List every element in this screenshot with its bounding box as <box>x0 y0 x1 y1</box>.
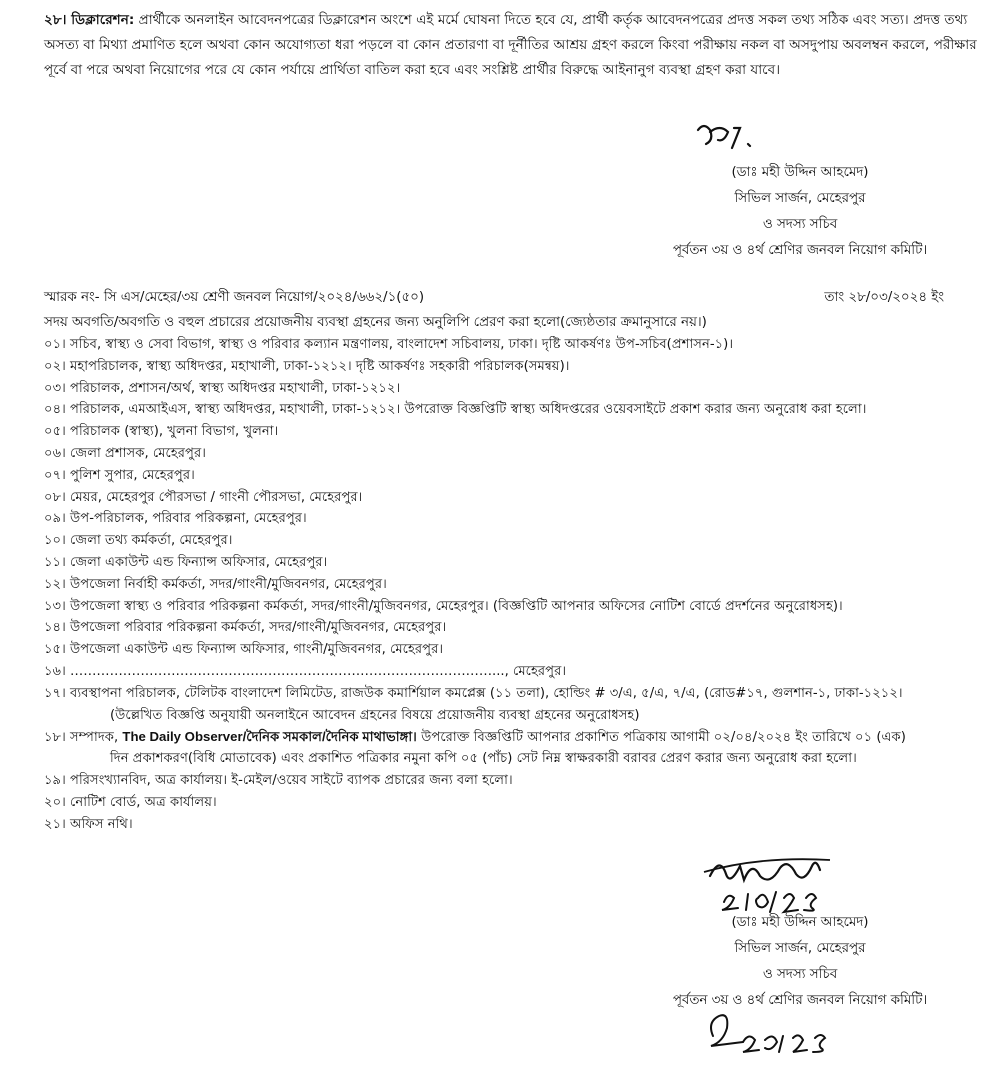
signatory-name: (ডাঃ মহী উদ্দিন আহমেদ) <box>731 915 869 930</box>
list-item: ০৫। পরিচালক (স্বাস্থ্য), খুলনা বিভাগ, খুলনা। <box>44 424 279 440</box>
item18-prefix: ১৮। সম্পাদক, <box>44 730 119 746</box>
handwritten-signature <box>700 846 920 916</box>
list-item: ০৪। পরিচালক, এমআইএস, স্বাস্থ্য অধিদপ্তর, মহাখালী, ঢাকা-১২১২। উপরোক্ত বিজ্ঞপ্তিটি স্বাস্থ্য অধিদপ্তরের ওয়েবসাইটে প্রকাশ করার জন্য অনুরোধ করা হলো। <box>44 402 867 418</box>
list-item: ০৩। পরিচালক, প্রশাসন/অর্থ, স্বাস্থ্য অধিদপ্তর মহাখালী, ঢাকা-১২১২। <box>44 380 401 396</box>
signature-block-bottom <box>620 910 980 1014</box>
list-item: ১৭। ব্যবস্থাপনা পরিচালক, টেলিটক বাংলাদেশ লিমিটেড, রাজউক কমার্শিয়াল কমপ্লেক্স (১১ তলা), হোল্ডিং # ৩/এ, ৫/এ, ৭/এ, (রোড#১৭, গুলশান-১, ঢাকা-১২১২। <box>44 685 903 701</box>
signatory-designation: সিভিল সার্জন, মেহেরপুর <box>734 191 866 206</box>
signatory-committee: পূর্বতন ৩য় ও ৪র্থ শ্রেণির জনবল নিয়োগ কমিটি। <box>672 993 928 1008</box>
memo-reference: স্মারক নং- সি এস/মেহের/৩য় শ্রেণী জনবল নিয়োগ/২০২৪/৬৬২/১(৫০) <box>44 290 425 305</box>
memo-reference-row <box>44 286 944 310</box>
signature-block-top <box>620 160 980 264</box>
list-item: ০১। সচিব, স্বাস্থ্য ও সেবা বিভাগ, স্বাস্থ্য ও পরিবার কল্যান মন্ত্রণালয়, বাংলাদেশ সচিবালয়, ঢাকা। দৃষ্টি আকর্ষণঃ উপ-সচিব(প্রশাসন-১)। <box>44 337 734 352</box>
signatory-committee: পূর্বতন ৩য় ও ৪র্থ শ্রেণির জনবল নিয়োগ কমিটি। <box>672 243 928 258</box>
list-item: ২০। নোটিশ বোর্ড, অত্র কার্যালয়। <box>44 794 217 810</box>
list-item: ১৯। পরিসংখ্যানবিদ, অত্র কার্যালয়। ই-মেইল/ওয়েব সাইটে ব্যাপক প্রচারের জন্য বলা হলো। <box>44 772 513 788</box>
list-item: ০৬। জেলা প্রশাসক, মেহেরপুর। <box>44 445 206 461</box>
distribution-list <box>44 334 990 835</box>
newspaper-names: The Daily Observer/দৈনিক সমকাল/দৈনিক মাথাভাঙ্গা। <box>122 729 417 745</box>
memo-intro: সদয় অবগতি/অবগতি ও বহুল প্রচারের প্রয়োজনীয় ব্যবস্থা গ্রহনের জন্য অনুলিপি প্রেরণ করা হলো(জ্যেষ্ঠতার ক্রমানুসারে নয়।) <box>44 315 707 330</box>
list-item: ০৭। পুলিশ সুপার, মেহেরপুর। <box>44 467 195 483</box>
declaration-text: প্রার্থীকে অনলাইন আবেদনপত্রের ডিক্লারেশন অংশে এই মর্মে ঘোষনা দিতে হবে যে, প্রার্থী কর্তৃক আবেদনপত্রের প্রদত্ত সকল তথ্য সঠিক এবং সত্য। প্রদত্ত তথ্য অসত্য বা মিথ্যা প্রমাণিত হলে অথবা কোন অযোগ্যতা ধরা পড়লে বা কোন প্রতারণা বা দূর্নীতির আশ্রয় গ্রহণ করলে কিংবা পরীক্ষায় নকল বা অসদুপায় অবলম্বন করলে, পরীক্ষার পূর্বে বা পরে অথবা নিয়োগের পরে যে কোন পর্যায়ে প্রার্থিতা বাতিল করা হবে এবং সংশ্লিষ্ট প্রার্থীর বিরুদ্ধে আইনানুগ ব্যবস্থা গ্রহণ করা যাবে। <box>44 12 977 78</box>
list-item-continuation: দিন প্রকাশকরণ(বিধি মোতাবেক) এবং প্রকাশিত পত্রিকার নমুনা কপি ০৫ (পাঁচ) সেট নিম্ন স্বাক্ষরকারী বরাবর প্রেরণ করার জন্য অনুরোধ করা হলো। <box>110 751 857 767</box>
signatory-name: (ডাঃ মহী উদ্দিন আহমেদ) <box>731 165 869 180</box>
list-item-note: (উল্লেখিত বিজ্ঞপ্তি অনুযায়ী অনলাইনে আবেদন গ্রহনের বিষয়ে প্রয়োজনীয় ব্যবস্থা গ্রহনের অনুরোধসহ) <box>110 707 640 723</box>
list-item: ১০। জেলা তথ্য কর্মকর্তা, মেহেরপুর। <box>44 533 233 549</box>
list-item: ১২। উপজেলা নির্বাহী কর্মকর্তা, সদর/গাংনী/মুজিবনগর, মেহেরপুর। <box>44 576 387 592</box>
list-item: ১৪। উপজেলা পরিবার পরিকল্পনা কর্মকর্তা, সদর/গাংনী/মুজিবনগর, মেহেরপুর। <box>44 620 447 636</box>
list-item: ১৬। ……………………………………………………………………………………..., মেহেরপুর। <box>44 663 567 679</box>
list-item: ১৫। উপজেলা একাউন্ট এন্ড ফিন্যান্স অফিসার, গাংনী/মুজিবনগর, মেহেরপুর। <box>44 642 444 658</box>
declaration-heading: ২৮। ডিক্লারেশন: <box>44 12 135 28</box>
initial-mark <box>703 1002 873 1058</box>
signatory-role: ও সদস্য সচিব <box>762 217 838 232</box>
list-item: ২১। অফিস নথি। <box>44 816 133 832</box>
declaration-paragraph <box>44 8 990 83</box>
list-item: ০৯। উপ-পরিচালক, পরিবার পরিকল্পনা, মেহেরপুর। <box>44 511 307 527</box>
list-item: ০২। মহাপরিচালক, স্বাস্থ্য অধিদপ্তর, মহাখালী, ঢাকা-১২১২। দৃষ্টি আকর্ষণঃ সহকারী পরিচালক(সমন্বয়)। <box>44 358 570 374</box>
item18-text: উপরোক্ত বিজ্ঞপ্তিটি আপনার প্রকাশিত পত্রিকায় আগামী ০২/০৪/২০২৪ ইং তারিখে ০১ (এক) <box>421 730 906 746</box>
signatory-role: ও সদস্য সচিব <box>762 967 838 982</box>
list-item <box>44 726 990 748</box>
list-item: ০৮। মেয়র, মেহেরপুর পৌরসভা / গাংনী পৌরসভা, মেহেরপুর। <box>44 489 363 505</box>
signatory-designation: সিভিল সার্জন, মেহেরপুর <box>734 941 866 956</box>
signature-mark-top <box>690 118 760 158</box>
memo-date: তাং ২৮/০৩/২০২৪ ইং <box>824 290 944 305</box>
list-item: ১৩। উপজেলা স্বাস্থ্য ও পরিবার পরিকল্পনা কর্মকর্তা, সদর/গাংনী/মুজিবনগর, মেহেরপুর। (বিজ্ঞপ্তিটি আপনার অফিসের নোটিশ বোর্ডে প্রদর্শনের অনুরোধসহ)। <box>44 598 843 614</box>
list-item: ১১। জেলা একাউন্ট এন্ড ফিন্যান্স অফিসার, মেহেরপুর। <box>44 554 328 570</box>
